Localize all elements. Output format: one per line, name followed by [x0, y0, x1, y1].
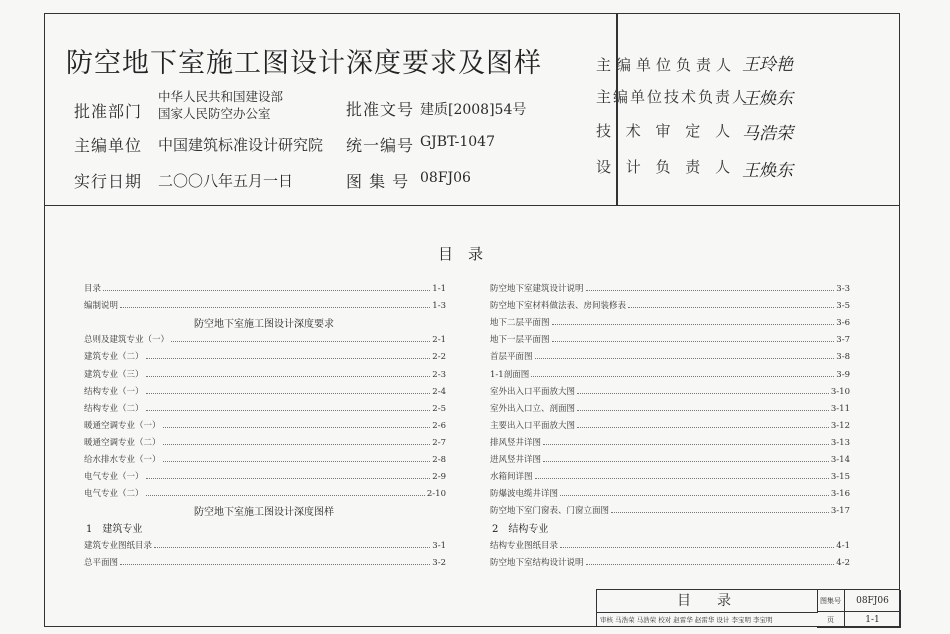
unified-no-value: GJBT-1047	[420, 134, 495, 150]
toc-entry[interactable]	[490, 312, 850, 328]
toc-entry-page: 4-1	[836, 540, 850, 551]
signature-3: 马浩荣	[742, 124, 793, 144]
toc-entry-page: 4-2	[836, 557, 850, 568]
toc-entry-page: 2-6	[432, 420, 446, 431]
toc-entry[interactable]	[490, 398, 850, 414]
toc-entry-page: 3-5	[836, 301, 850, 312]
toc-entry-title: 给水排水专业（一）	[84, 455, 161, 465]
toc-entry[interactable]	[490, 432, 850, 448]
role-reviewer: 技 术 审 定 人	[596, 122, 736, 140]
toc-entry-title: 排风竖井详图	[490, 437, 542, 448]
toc-entry[interactable]	[490, 535, 850, 551]
title-block-name: 目 录	[597, 590, 818, 613]
toc-section: 2 结构专业	[492, 524, 549, 536]
toc-leader-dots	[146, 495, 425, 496]
toc-entry-page: 3-14	[830, 455, 850, 465]
toc-entry-page: 3-12	[830, 420, 850, 431]
toc-leader-dots	[120, 307, 430, 308]
toc-entry-title: 防爆波电缆井详图	[490, 489, 559, 500]
toc-entry[interactable]	[84, 466, 446, 482]
toc-entry[interactable]	[84, 432, 446, 448]
role-chief-unit: 主编单位负责人	[596, 56, 737, 74]
toc-entry[interactable]	[84, 329, 446, 345]
toc-entry-page: 1-1	[432, 284, 446, 294]
approve-dept-line1: 中华人民共和国建设部	[158, 89, 284, 104]
toc-leader-dots	[146, 478, 431, 479]
toc-leader-dots	[535, 358, 835, 359]
toc-entry[interactable]	[84, 381, 446, 397]
toc-leader-dots	[163, 444, 431, 445]
toc-entry[interactable]	[84, 483, 446, 499]
toc-entry-title: 室外出入口立、剖面图	[490, 403, 576, 414]
toc-entry-title: 结构专业（一）	[84, 386, 144, 397]
role-chief-tech: 主编单位技术负责人	[596, 88, 750, 106]
toc-entry-page: 3-10	[830, 386, 850, 397]
toc-leader-dots	[146, 410, 431, 411]
toc-leader-dots	[577, 410, 829, 411]
atlas-no-cell-value: 08FJ06	[845, 590, 901, 612]
approve-dept-label: 批准部门	[74, 102, 143, 121]
toc-leader-dots	[171, 341, 430, 342]
toc-entry-page: 2-4	[432, 386, 446, 397]
toc-entry-title: 1-1剖面图	[490, 369, 530, 380]
toc-leader-dots	[163, 427, 431, 428]
toc-leader-dots	[146, 376, 431, 377]
role-designer: 设 计 负 责 人	[596, 158, 736, 176]
toc-entry-page: 2-3	[432, 369, 446, 380]
title-block	[596, 589, 900, 627]
toc-entry[interactable]	[490, 364, 850, 380]
effective-date-label: 实行日期	[74, 172, 143, 191]
toc-entry[interactable]	[490, 278, 850, 294]
toc-entry[interactable]	[84, 364, 446, 380]
toc-entry-page: 3-7	[836, 335, 850, 346]
toc-entry-title: 总平面图	[84, 557, 119, 568]
toc-entry-title: 进风竖井详图	[490, 455, 542, 465]
toc-leader-dots	[577, 393, 829, 394]
toc-entry[interactable]	[490, 552, 850, 568]
toc-entry-page: 2-1	[432, 335, 446, 346]
toc-entry-title: 建筑专业（三）	[84, 369, 144, 380]
toc-entry-title: 编制说明	[84, 301, 119, 312]
toc-leader-dots	[163, 461, 431, 462]
toc-entry-page: 3-13	[830, 437, 850, 448]
toc-entry-page: 2-2	[432, 352, 446, 363]
toc-leader-dots	[154, 547, 430, 548]
toc-entry[interactable]	[490, 381, 850, 397]
toc-entry[interactable]	[490, 295, 850, 311]
toc-entry-title: 建筑专业图纸目录	[84, 540, 153, 551]
toc-entry-title: 水箱间详图	[490, 472, 533, 483]
toc-entry[interactable]	[490, 346, 850, 362]
toc-entry-title: 电气专业（二）	[84, 489, 144, 500]
toc-entry-title: 结构专业图纸目录	[490, 540, 559, 551]
toc-entry-page: 3-15	[830, 472, 850, 483]
page-title: 防空地下室施工图设计深度要求及图样	[66, 48, 542, 79]
toc-entry-title: 总则及建筑专业（一）	[84, 335, 170, 346]
toc-leader-dots	[586, 290, 835, 291]
toc-entry-title: 防空地下室材料做法表、房间装修表	[490, 301, 627, 312]
toc-leader-dots	[560, 547, 834, 548]
toc-entry[interactable]	[84, 449, 446, 465]
toc-entry-title: 建筑专业（二）	[84, 352, 144, 363]
toc-heading: 防空地下室施工图设计深度要求	[194, 319, 334, 331]
toc-leader-dots	[577, 427, 829, 428]
toc-leader-dots	[611, 512, 829, 513]
toc-leader-dots	[543, 444, 829, 445]
toc-entry-title: 防空地下室结构设计说明	[490, 557, 584, 568]
toc-entry-title: 地下一层平面图	[490, 335, 550, 346]
toc-leader-dots	[146, 393, 431, 394]
toc-entry-page: 1-3	[432, 301, 446, 312]
editor-label: 主编单位	[74, 136, 143, 155]
toc-entry-page: 2-5	[432, 403, 446, 414]
toc-leader-dots	[103, 290, 430, 291]
signature-4: 王焕东	[742, 161, 793, 181]
toc-leader-dots	[552, 324, 835, 325]
atlas-no-value: 08FJ06	[420, 170, 471, 186]
toc-entry-title: 暖通空调专业（一）	[84, 420, 161, 431]
toc-entry-page: 2-9	[432, 472, 446, 483]
toc-entry[interactable]	[490, 329, 850, 345]
toc-title	[438, 243, 483, 264]
toc-entry-title: 室外出入口平面放大图	[490, 386, 576, 397]
toc-leader-dots	[535, 478, 829, 479]
title-block-signoff: 审核 马浩荣 马浩荣 校对 赵雷华 赵雷华 设计 李宝明 李宝明	[600, 616, 773, 624]
toc-entry-page: 3-2	[432, 557, 446, 568]
toc-entry[interactable]	[84, 415, 446, 431]
effective-date-value: 二〇〇八年五月一日	[158, 172, 294, 190]
page-cell-label: 页	[817, 612, 845, 628]
toc-leader-dots	[531, 376, 834, 377]
toc-entry-title: 暖通空调专业（二）	[84, 437, 161, 448]
page-cell-value: 1-1	[845, 612, 901, 628]
toc-entry-page: 3-1	[432, 540, 446, 551]
unified-no-label: 统一编号	[346, 136, 415, 155]
toc-title-text: 目 录	[438, 245, 484, 263]
toc-entry-page: 2-8	[432, 455, 446, 465]
toc-entry[interactable]	[84, 552, 446, 568]
toc-entry[interactable]	[490, 449, 850, 465]
toc-entry[interactable]	[490, 415, 850, 431]
toc-entry[interactable]	[84, 398, 446, 414]
toc-entry-page: 3-17	[830, 506, 850, 517]
approve-doc-value: 建质[2008]54号	[420, 102, 527, 118]
atlas-no-cell-label: 图集号	[817, 590, 845, 612]
toc-entry[interactable]	[84, 278, 446, 294]
toc-leader-dots	[543, 461, 829, 462]
header-divider	[616, 13, 618, 206]
signature-1: 王玲艳	[742, 55, 793, 75]
toc-entry-title: 结构专业（二）	[84, 403, 144, 414]
toc-entry[interactable]	[84, 535, 446, 551]
toc-entry-page: 3-8	[836, 352, 850, 363]
approve-dept-line2: 国家人民防空办公室	[158, 106, 271, 121]
toc-entry-page: 3-6	[836, 318, 850, 329]
toc-leader-dots	[146, 358, 431, 359]
toc-heading: 防空地下室施工图设计深度图样	[194, 507, 334, 519]
toc-leader-dots	[560, 495, 829, 496]
toc-entry-page: 3-16	[830, 489, 850, 500]
toc-leader-dots	[628, 307, 834, 308]
toc-entry-title: 首层平面图	[490, 352, 533, 363]
toc-entry[interactable]	[490, 466, 850, 482]
atlas-no-label: 图 集 号	[346, 172, 410, 191]
toc-entry-page: 3-3	[836, 284, 850, 294]
toc-entry-title: 防空地下室门窗表、门窗立面图	[490, 506, 610, 517]
toc-entry-title: 主要出入口平面放大图	[490, 420, 576, 431]
editor-value: 中国建筑标准设计研究院	[158, 136, 324, 154]
toc-entry-page: 3-9	[836, 369, 850, 380]
toc-leader-dots	[586, 564, 835, 565]
toc-entry-page: 3-11	[830, 403, 850, 414]
toc-entry-title: 目录	[84, 284, 102, 294]
toc-section: 1 建筑专业	[86, 524, 143, 536]
toc-entry-title: 地下二层平面图	[490, 318, 550, 329]
toc-leader-dots	[552, 341, 835, 342]
toc-entry[interactable]	[84, 295, 446, 311]
toc-entry-page: 2-10	[426, 489, 446, 500]
toc-entry[interactable]	[490, 500, 850, 516]
toc-entry[interactable]	[84, 346, 446, 362]
toc-entry[interactable]	[490, 483, 850, 499]
toc-entry-title: 电气专业（一）	[84, 472, 144, 483]
toc-leader-dots	[120, 564, 430, 565]
approve-doc-label: 批准文号	[346, 100, 415, 119]
signature-2: 王焕东	[742, 89, 793, 109]
toc-entry-title: 防空地下室建筑设计说明	[490, 284, 584, 294]
toc-entry-page: 2-7	[432, 437, 446, 448]
